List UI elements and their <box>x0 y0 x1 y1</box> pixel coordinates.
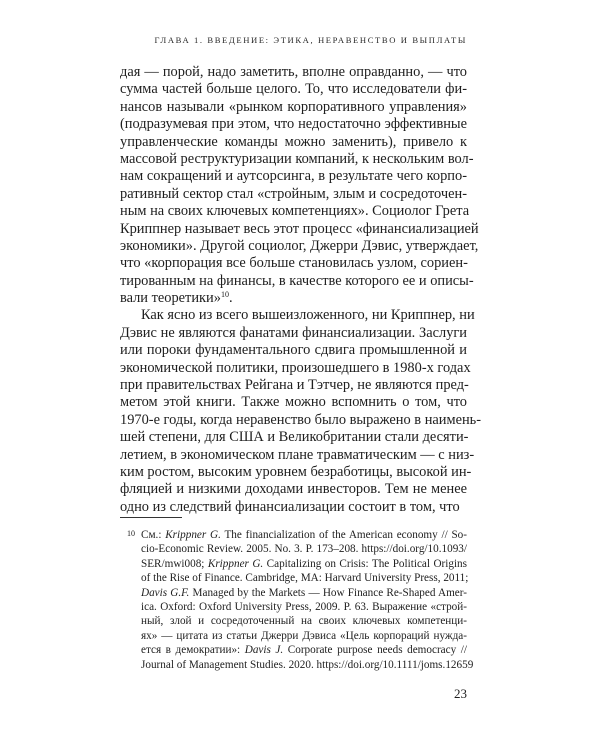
text-line-content: экономики». Другой социолог, Джерри Дэвис, утверждает, <box>120 237 479 254</box>
text-line-content: дая — порой, надо заметить, вполне оправданно, — что <box>120 64 467 80</box>
page-number: 23 <box>454 686 467 701</box>
footnote-text: Journal of Management Studies. 2020. https://doi.org/10.1111/joms.12659 <box>141 658 474 671</box>
text-line-content: ным на своих ключевых компетенциях». Социолог Грета <box>120 203 470 220</box>
text-line <box>120 203 470 220</box>
footnote-text: of the Rise of Finance. Cambridge, MA: Harvard University Press, 2011; <box>141 572 469 585</box>
text-line-content: при правительствах Рейгана и Тэтчер, не являются пред- <box>120 377 469 394</box>
footnote-text: ica. Oxford: Oxford University Press, 2009. P. 63. Выражение «строй- <box>141 600 467 613</box>
text-line <box>120 168 467 185</box>
footnote-text: ный, злой и сосредоточенный на своих ключевых компетенци- <box>141 615 467 628</box>
text-line-content: или пороки фундаментального сдвига промышленной и <box>120 342 467 359</box>
text-line <box>120 99 467 116</box>
text-line <box>120 237 479 255</box>
text-line-content: 1970-е годы, когда неравенство было выражено в наимень- <box>120 411 482 428</box>
footnote-divider <box>120 517 182 518</box>
text-line-content: Дэвис не являются фанатами финансиализации. Заслуги <box>120 324 467 341</box>
text-line-content: сумма частей больше целого. То, что исследователи фи- <box>120 81 467 98</box>
text-line <box>120 499 467 516</box>
text-line <box>120 481 467 498</box>
footnote-author: Davis G.F. <box>141 586 190 599</box>
text-line-content: вали теоретики» <box>120 290 221 307</box>
text-line-content: (подразумевая при этом, что недостаточно эффективные <box>120 116 467 133</box>
footnote-text: Capitalizing on Crisis: The Political Origins <box>263 557 468 570</box>
text-line-content: летием, в экономическом плане травматическим — с низ- <box>120 446 475 463</box>
text-line <box>120 116 467 133</box>
text-line-content: массовой реструктуризации компаний, к нескольким вол- <box>120 150 474 167</box>
text-line <box>120 186 467 203</box>
text-line <box>120 220 479 238</box>
text-line <box>120 429 467 446</box>
text-line <box>120 255 467 272</box>
footnote-number: 10 <box>127 529 135 538</box>
text-line <box>120 342 467 359</box>
text-line <box>120 325 467 342</box>
body-text <box>120 64 482 516</box>
text-line-content: управленческие команды можно заменить), привело к <box>120 133 467 150</box>
footnote-line <box>141 557 467 571</box>
text-line-content: нам сокращений и аутсорсинга, в результате чего корпо- <box>120 168 467 185</box>
text-line <box>120 411 482 429</box>
running-header: ГЛАВА 1. ВВЕДЕНИЕ: ЭТИКА, НЕРАВЕНСТВО И ВЫПЛАТЫ <box>154 35 467 45</box>
text-line <box>120 446 475 464</box>
text-line <box>120 377 467 394</box>
footnote-line <box>141 658 474 672</box>
text-line <box>120 290 467 307</box>
text-line <box>120 272 474 290</box>
text-line <box>120 81 467 98</box>
text-line-content: Как ясно из всего вышеизложенного, ни Криппнер, ни <box>141 307 475 324</box>
text-line <box>120 134 467 151</box>
footnote-text: ется в демократии»: <box>141 644 245 657</box>
text-line <box>120 463 472 481</box>
text-line <box>120 307 475 324</box>
text-line-content: фляцией и низкими доходами инвесторов. Тем не менее <box>120 481 467 498</box>
footnote-line <box>141 571 467 585</box>
text-line-content: одно из следствий финансиализации состоит в том, что <box>120 498 460 515</box>
footnote-line <box>141 542 467 556</box>
footnote-line <box>141 600 467 614</box>
text-line <box>120 64 467 81</box>
text-line-content: ративный сектор стал «стройным, злым и сосредоточен- <box>120 185 467 202</box>
footnote-author: Davis J. <box>244 644 284 657</box>
footnote-line <box>141 629 467 643</box>
footnote-text: cio-Economic Review. 2005. No. 3. P. 173–208. https://doi.org/10.1093/ <box>141 543 467 556</box>
text-line <box>120 150 474 168</box>
text-line-content: что «корпорация все больше становилась узлом, сориен- <box>120 255 468 272</box>
footnote-line <box>141 643 467 657</box>
footnote-text: SER/mwi008; <box>141 557 208 570</box>
text-line-content: ким ростом, высоким уровнем безработицы, высокой ин- <box>120 463 472 480</box>
text-line <box>120 394 467 411</box>
text-line <box>120 359 471 377</box>
footnote <box>127 528 474 672</box>
text-line-content: экономической политики, произошедшего в 1980-х годах <box>120 359 471 376</box>
footnote-line <box>141 614 467 628</box>
footnote-author: Krippner G. <box>165 529 221 541</box>
text-line-content: нансов называли «рынком корпоративного управления» <box>120 98 467 115</box>
footnote-text: ях» — цитата из статьи Джерри Дэвиса «Цель корпораций нужда- <box>141 629 467 642</box>
footnote-text: Corporate purpose needs democracy // <box>283 644 467 657</box>
punctuation: . <box>228 290 233 307</box>
footnote-line <box>141 528 467 542</box>
footnote-text: The financialization of the American economy // So- <box>220 529 467 541</box>
footnote-text: См.: <box>141 529 166 541</box>
footnote-reference[interactable]: 10 <box>220 290 229 300</box>
text-line-content: метом этой книги. Также можно вспомнить о том, что <box>120 394 467 411</box>
footnote-text: Managed by the Markets — How Finance Re-Shaped Amer- <box>189 586 467 599</box>
text-line-content: шей степени, для США и Великобритании стали десяти- <box>120 429 469 446</box>
footnote-line <box>141 586 467 600</box>
text-line-content: Криппнер называет весь этот процесс «финансиализацией <box>120 220 479 237</box>
text-line-content: тированным на финансы, в качестве которого ее и описы- <box>120 272 474 289</box>
footnote-author: Krippner G. <box>207 557 264 570</box>
